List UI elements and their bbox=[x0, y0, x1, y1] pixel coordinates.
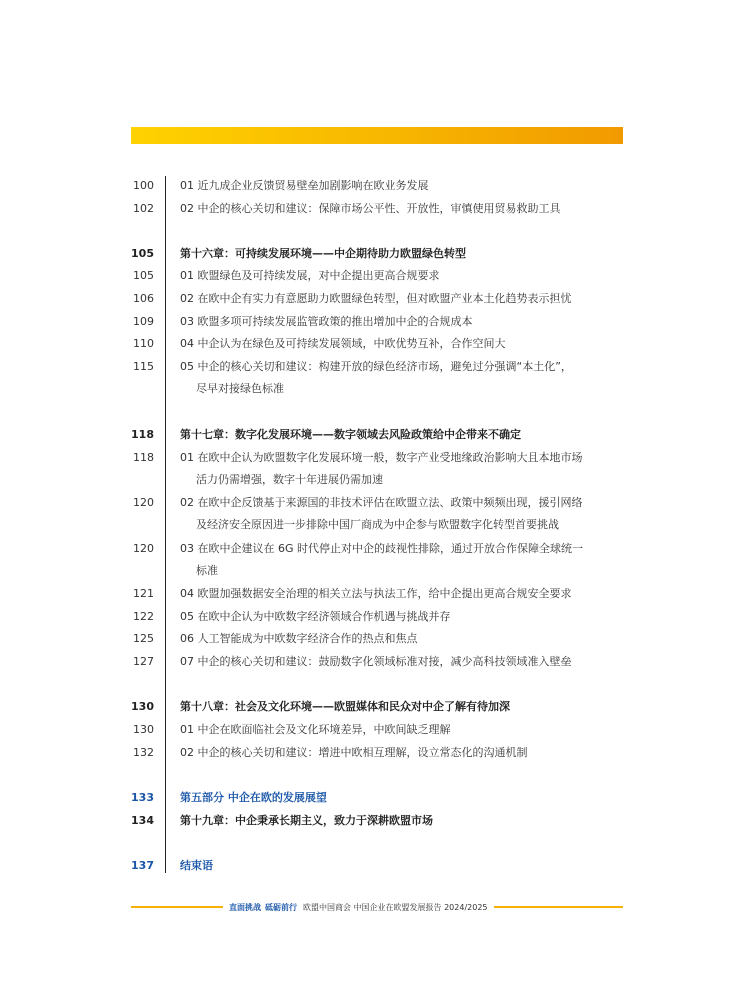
toc-entry[interactable] bbox=[180, 315, 473, 329]
toc-page-number: 130 bbox=[131, 700, 154, 713]
toc-page-number: 118 bbox=[133, 451, 154, 464]
toc-page-number: 132 bbox=[133, 746, 154, 759]
toc-page-number: 130 bbox=[133, 723, 154, 736]
toc-entry-text: 01 中企在欧面临社会及文化环境差异，中欧间缺乏理解 bbox=[180, 723, 451, 736]
toc-page-number: 106 bbox=[133, 292, 154, 305]
toc-entry[interactable] bbox=[180, 292, 572, 306]
toc-entry-text: 结束语 bbox=[180, 859, 213, 872]
toc-chapter-heading[interactable] bbox=[180, 247, 466, 261]
toc-part-heading[interactable] bbox=[180, 791, 327, 805]
toc-entry-text: 02 在欧中企反馈基于来源国的非技术评估在欧盟立法、政策中频频出现，援引网络 bbox=[180, 496, 583, 509]
toc-entry-continuation: 尽早对接绿色标准 bbox=[196, 382, 284, 395]
toc-entry[interactable] bbox=[180, 632, 418, 646]
toc-entry-continuation: 及经济安全原因进一步排除中国厂商成为中企参与欧盟数字化转型首要挑战 bbox=[196, 518, 559, 531]
toc-page-number: 115 bbox=[133, 360, 154, 373]
toc-entry-text: 02 在欧中企有实力有意愿助力欧盟绿色转型，但对欧盟产业本土化趋势表示担忧 bbox=[180, 292, 572, 305]
footer-rule-left bbox=[131, 906, 223, 908]
toc-entry-continuation: 标准 bbox=[196, 564, 218, 577]
toc-conclusion-heading[interactable] bbox=[180, 859, 213, 873]
toc-entry[interactable] bbox=[180, 202, 561, 216]
toc-entry-text: 03 欧盟多项可持续发展监管政策的推出增加中企的合规成本 bbox=[180, 315, 473, 328]
toc-page-number: 134 bbox=[131, 814, 154, 827]
toc-entry-text: 第十六章：可持续发展环境——中企期待助力欧盟绿色转型 bbox=[180, 247, 466, 260]
toc-entry-text: 03 在欧中企建议在 6G 时代停止对中企的歧视性排除，通过开放合作保障全球统一 bbox=[180, 542, 584, 555]
toc-page-number: 105 bbox=[133, 269, 154, 282]
toc-page-number: 100 bbox=[133, 179, 154, 192]
toc-entry[interactable] bbox=[180, 610, 451, 624]
footer-tagline-2: 砥砺前行 bbox=[265, 902, 297, 912]
toc-entry[interactable] bbox=[180, 360, 572, 396]
toc-entry[interactable] bbox=[180, 179, 429, 193]
toc-page-number: 121 bbox=[133, 587, 154, 600]
toc-chapter-heading[interactable] bbox=[180, 428, 521, 442]
toc-page-number: 120 bbox=[133, 496, 154, 509]
toc-entry-text: 05 在欧中企认为中欧数字经济领域合作机遇与挑战并存 bbox=[180, 610, 451, 623]
footer-report-title: 欧盟中国商会 中国企业在欧盟发展报告 2024/2025 bbox=[303, 902, 488, 912]
toc-page-number: 109 bbox=[133, 315, 154, 328]
toc-entry-text: 04 欧盟加强数据安全治理的相关立法与执法工作，给中企提出更高合规安全要求 bbox=[180, 587, 572, 600]
toc-entry-text: 第十七章：数字化发展环境——数字领域去风险政策给中企带来不确定 bbox=[180, 428, 521, 441]
toc-entry[interactable] bbox=[180, 746, 528, 760]
toc-entry[interactable] bbox=[180, 542, 583, 578]
footer-tagline-1: 直面挑战 bbox=[229, 902, 261, 912]
toc-page-number: 118 bbox=[131, 428, 154, 441]
toc-entry[interactable] bbox=[180, 655, 572, 669]
toc-page-number: 122 bbox=[133, 610, 154, 623]
toc-page-number: 105 bbox=[131, 247, 154, 260]
toc-page-number: 120 bbox=[133, 542, 154, 555]
toc-entry-text: 第十九章：中企秉承长期主义，致力于深耕欧盟市场 bbox=[180, 814, 433, 827]
toc-page-number: 127 bbox=[133, 655, 154, 668]
toc-entry-text: 06 人工智能成为中欧数字经济合作的热点和焦点 bbox=[180, 632, 418, 645]
toc-chapter-heading[interactable] bbox=[180, 700, 510, 714]
toc-chapter-heading[interactable] bbox=[180, 814, 433, 828]
toc-entry-text: 02 中企的核心关切和建议：增进中欧相互理解，设立常态化的沟通机制 bbox=[180, 746, 528, 759]
toc-entry-text: 01 在欧中企认为欧盟数字化发展环境一般，数字产业受地缘政治影响大且本地市场 bbox=[180, 451, 583, 464]
footer-rule-right bbox=[494, 906, 624, 908]
toc-page-number: 133 bbox=[131, 791, 154, 804]
toc-entry-continuation: 活力仍需增强，数字十年进展仍需加速 bbox=[196, 473, 383, 486]
toc-page-number: 102 bbox=[133, 202, 154, 215]
toc-entry-text: 04 中企认为在绿色及可持续发展领域，中欧优势互补，合作空间大 bbox=[180, 337, 506, 350]
toc-entry[interactable] bbox=[180, 587, 572, 601]
toc-entry-text: 第五部分 中企在欧的发展展望 bbox=[180, 791, 327, 804]
toc-entry[interactable] bbox=[180, 269, 440, 283]
toc-entry-text: 07 中企的核心关切和建议：鼓励数字化领域标准对接，减少高科技领域准入壁垒 bbox=[180, 655, 572, 668]
toc-entry[interactable] bbox=[180, 451, 583, 487]
toc-page-number: 137 bbox=[131, 859, 154, 872]
toc-divider-line bbox=[165, 176, 166, 873]
toc-entry-text: 05 中企的核心关切和建议：构建开放的绿色经济市场，避免过分强调“本土化”， bbox=[180, 360, 572, 373]
page-footer bbox=[131, 898, 623, 916]
toc-entry-text: 第十八章：社会及文化环境——欧盟媒体和民众对中企了解有待加深 bbox=[180, 700, 510, 713]
toc-entry-text: 02 中企的核心关切和建议：保障市场公平性、开放性，审慎使用贸易救助工具 bbox=[180, 202, 561, 215]
toc-entry[interactable] bbox=[180, 723, 451, 737]
toc-entry-text: 01 欧盟绿色及可持续发展，对中企提出更高合规要求 bbox=[180, 269, 440, 282]
toc-entry[interactable] bbox=[180, 496, 583, 532]
toc-entry[interactable] bbox=[180, 337, 506, 351]
toc-page-number: 110 bbox=[133, 337, 154, 350]
toc-page-number: 125 bbox=[133, 632, 154, 645]
toc-entry-text: 01 近九成企业反馈贸易壁垒加剧影响在欧业务发展 bbox=[180, 179, 429, 192]
